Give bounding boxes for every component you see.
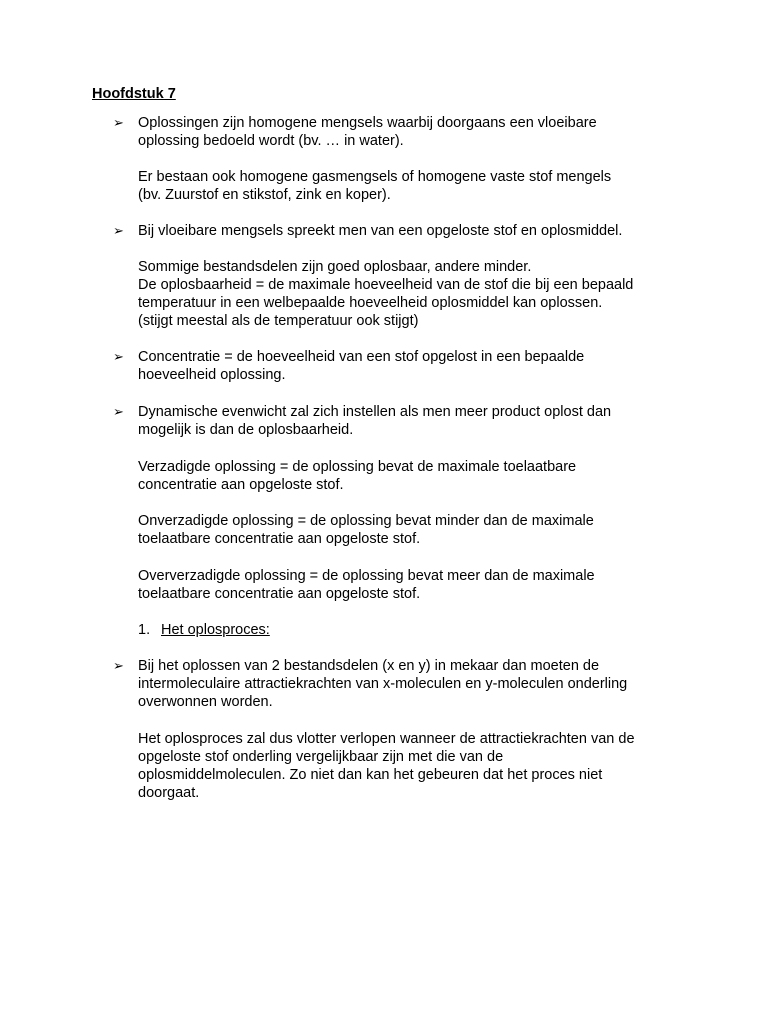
bullet-paragraph-liquid-mixtures [138,222,698,240]
text-line: Oververzadigde oplossing = de oplossing bevat meer dan de maximale [138,568,595,584]
text-line: opgeloste stof onderling vergelijkbaar zijn met die van de [138,749,504,765]
text-line: Het oplosproces zal dus vlotter verlopen wanneer de attractiekrachten van de [138,731,635,747]
text-line: doorgaat. [138,785,200,801]
chapter-heading: Hoofdstuk 7 [92,86,176,102]
text-line: intermoleculaire attractiekrachten van x-moleculen en y-moleculen onderling [138,676,628,692]
text-line: toelaatbare concentratie aan opgeloste stof. [138,531,421,547]
text-line: Verzadigde oplossing = de oplossing bevat de maximale toelaatbare [138,459,577,475]
bullet-arrow-icon: ➢ [113,223,124,238]
section-number: 1. [138,622,151,638]
bullet-arrow-icon: ➢ [113,349,124,364]
text-line: hoeveelheid oplossing. [138,367,286,383]
bullet-arrow-icon: ➢ [113,658,124,673]
bullet-paragraph-solutions [138,114,698,150]
text-line: temperatuur in een welbepaalde hoeveelheid oplosmiddel kan oplossen. [138,295,603,311]
text-line: (stijgt meestal als de temperatuur ook stijgt) [138,313,419,329]
bullet-paragraph-concentration [138,348,698,384]
text-line: overwonnen worden. [138,694,273,710]
paragraph-supersaturated [138,567,698,603]
paragraph-saturated [138,458,698,494]
bullet-paragraph-dynamic-equilibrium [138,403,698,439]
bullet-arrow-icon: ➢ [113,404,124,419]
text-line: mogelijk is dan de oplosbaarheid. [138,422,354,438]
text-line: Er bestaan ook homogene gasmengsels of homogene vaste stof mengels [138,169,612,185]
text-line: Onverzadigde oplossing = de oplossing bevat minder dan de maximale [138,513,594,529]
paragraph-unsaturated [138,512,698,548]
text-line: concentratie aan opgeloste stof. [138,477,344,493]
text-line: Bij vloeibare mengsels spreekt men van een opgeloste stof en oplosmiddel. [138,223,623,239]
bullet-paragraph-dissolving [138,657,698,711]
text-line: Oplossingen zijn homogene mengsels waarbij doorgaans een vloeibare [138,115,597,131]
text-line: Sommige bestandsdelen zijn goed oplosbaar, andere minder. [138,259,532,275]
text-line: Dynamische evenwicht zal zich instellen als men meer product oplost dan [138,404,612,420]
text-line: (bv. Zuurstof en stikstof, zink en koper). [138,187,391,203]
bullet-arrow-icon: ➢ [113,115,124,130]
text-line: De oplosbaarheid = de maximale hoeveelheid van de stof die bij een bepaald [138,277,634,293]
paragraph-dissolving-process [138,730,698,802]
paragraph-solubility [138,258,698,330]
text-line: Bij het oplossen van 2 bestandsdelen (x en y) in mekaar dan moeten de [138,658,600,674]
section-title: Het oplosproces: [161,622,270,638]
paragraph-gas-mixtures [138,168,698,204]
text-line: oplossing bedoeld wordt (bv. … in water). [138,133,404,149]
text-line: Concentratie = de hoeveelheid van een stof opgelost in een bepaalde [138,349,585,365]
text-line: oplosmiddelmoleculen. Zo niet dan kan het gebeuren dat het proces niet [138,767,603,783]
text-line: toelaatbare concentratie aan opgeloste stof. [138,586,421,602]
